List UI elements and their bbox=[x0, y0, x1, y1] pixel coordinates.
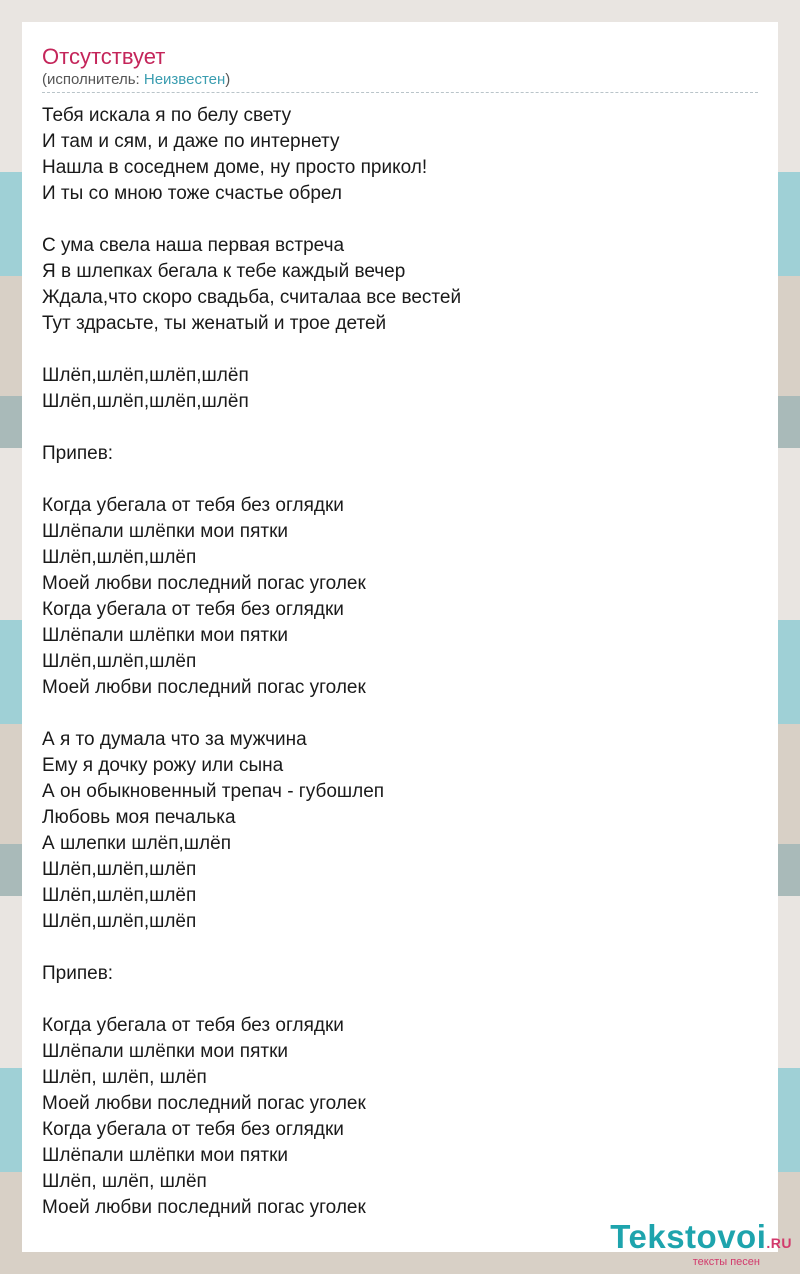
lyrics-blank-line bbox=[42, 207, 758, 233]
lyrics-line: Шлёп, шлёп, шлёп bbox=[42, 1067, 207, 1088]
lyrics-line: Когда убегала от тебя без оглядки bbox=[42, 599, 344, 620]
song-header bbox=[42, 44, 758, 90]
lyrics-line: Ему я дочку рожу или сына bbox=[42, 755, 284, 776]
lyrics-blank-line bbox=[42, 337, 758, 363]
lyrics-line: Я в шлепках бегала к тебе каждый вечер bbox=[42, 261, 406, 282]
artist-prefix: (исполнитель: bbox=[42, 71, 144, 88]
lyrics-line: Моей любви последний погас уголек bbox=[42, 1093, 366, 1114]
lyrics-line: Шлёп,шлёп,шлёп bbox=[42, 911, 197, 932]
logo-domain: .RU bbox=[766, 1235, 792, 1251]
lyrics-line: Шлёп,шлёп,шлёп bbox=[42, 885, 197, 906]
header-divider bbox=[42, 92, 758, 93]
artist-line bbox=[42, 70, 758, 90]
lyrics-line: Шлёп,шлёп,шлёп,шлёп bbox=[42, 391, 249, 412]
lyrics-line: Когда убегала от тебя без оглядки bbox=[42, 495, 344, 516]
lyrics-line: Шлёп, шлёп, шлёп bbox=[42, 1171, 207, 1192]
lyrics-line: Моей любви последний погас уголек bbox=[42, 677, 366, 698]
lyrics-line: И там и сям, и даже по интернету bbox=[42, 131, 340, 152]
artist-suffix: ) bbox=[225, 71, 231, 88]
lyrics-blank-line bbox=[42, 415, 758, 441]
lyrics-line: Припев: bbox=[42, 443, 114, 464]
lyrics-line: Тут здрасьте, ты женатый и трое детей bbox=[42, 313, 387, 334]
lyrics-line: Когда убегала от тебя без оглядки bbox=[42, 1119, 344, 1140]
artist-link[interactable]: Неизвестен bbox=[143, 71, 226, 88]
lyrics-blank-line bbox=[42, 935, 758, 961]
lyrics-line: Шлёп,шлёп,шлёп bbox=[42, 859, 197, 880]
lyrics-line: А шлепки шлёп,шлёп bbox=[42, 833, 231, 854]
lyrics-line: Шлёпали шлёпки мои пятки bbox=[42, 625, 289, 646]
lyrics-line: А я то думала что за мужчина bbox=[42, 729, 307, 750]
lyrics-line: А он обыкновенный трепач - губошлеп bbox=[42, 781, 385, 802]
site-logo[interactable] bbox=[610, 1220, 792, 1268]
lyrics-line: Когда убегала от тебя без оглядки bbox=[42, 1015, 344, 1036]
lyrics-line: Моей любви последний погас уголек bbox=[42, 1197, 366, 1218]
lyrics-card bbox=[22, 22, 778, 1252]
lyrics-line: Моей любви последний погас уголек bbox=[42, 573, 366, 594]
lyrics-line: Шлёпали шлёпки мои пятки bbox=[42, 1041, 289, 1062]
lyrics-blank-line bbox=[42, 701, 758, 727]
lyrics-line: Шлёп,шлёп,шлёп bbox=[42, 651, 197, 672]
song-title: Отсутствует bbox=[42, 44, 166, 69]
lyrics-line: Нашла в соседнем доме, ну просто прикол! bbox=[42, 157, 428, 178]
lyrics-line: Тебя искала я по белу свету bbox=[42, 105, 292, 126]
lyrics-line: Припев: bbox=[42, 963, 114, 984]
logo-main-text: Tekstovoi bbox=[610, 1218, 767, 1255]
lyrics-blank-line bbox=[42, 467, 758, 493]
lyrics-line: Ждала,что скоро свадьба, считалаа все вестей bbox=[42, 287, 462, 308]
lyrics-line: И ты со мною тоже счастье обрел bbox=[42, 183, 342, 204]
lyrics-line: Шлёпали шлёпки мои пятки bbox=[42, 1145, 289, 1166]
lyrics-line: Шлёпали шлёпки мои пятки bbox=[42, 521, 289, 542]
lyrics-line: Любовь моя печалька bbox=[42, 807, 236, 828]
lyrics-text bbox=[42, 103, 758, 1221]
logo-tagline: тексты песен bbox=[692, 1256, 760, 1268]
lyrics-line: С ума свела наша первая встреча bbox=[42, 235, 345, 256]
lyrics-blank-line bbox=[42, 987, 758, 1013]
lyrics-line: Шлёп,шлёп,шлёп,шлёп bbox=[42, 365, 249, 386]
logo-wordmark bbox=[610, 1220, 792, 1260]
lyrics-line: Шлёп,шлёп,шлёп bbox=[42, 547, 197, 568]
